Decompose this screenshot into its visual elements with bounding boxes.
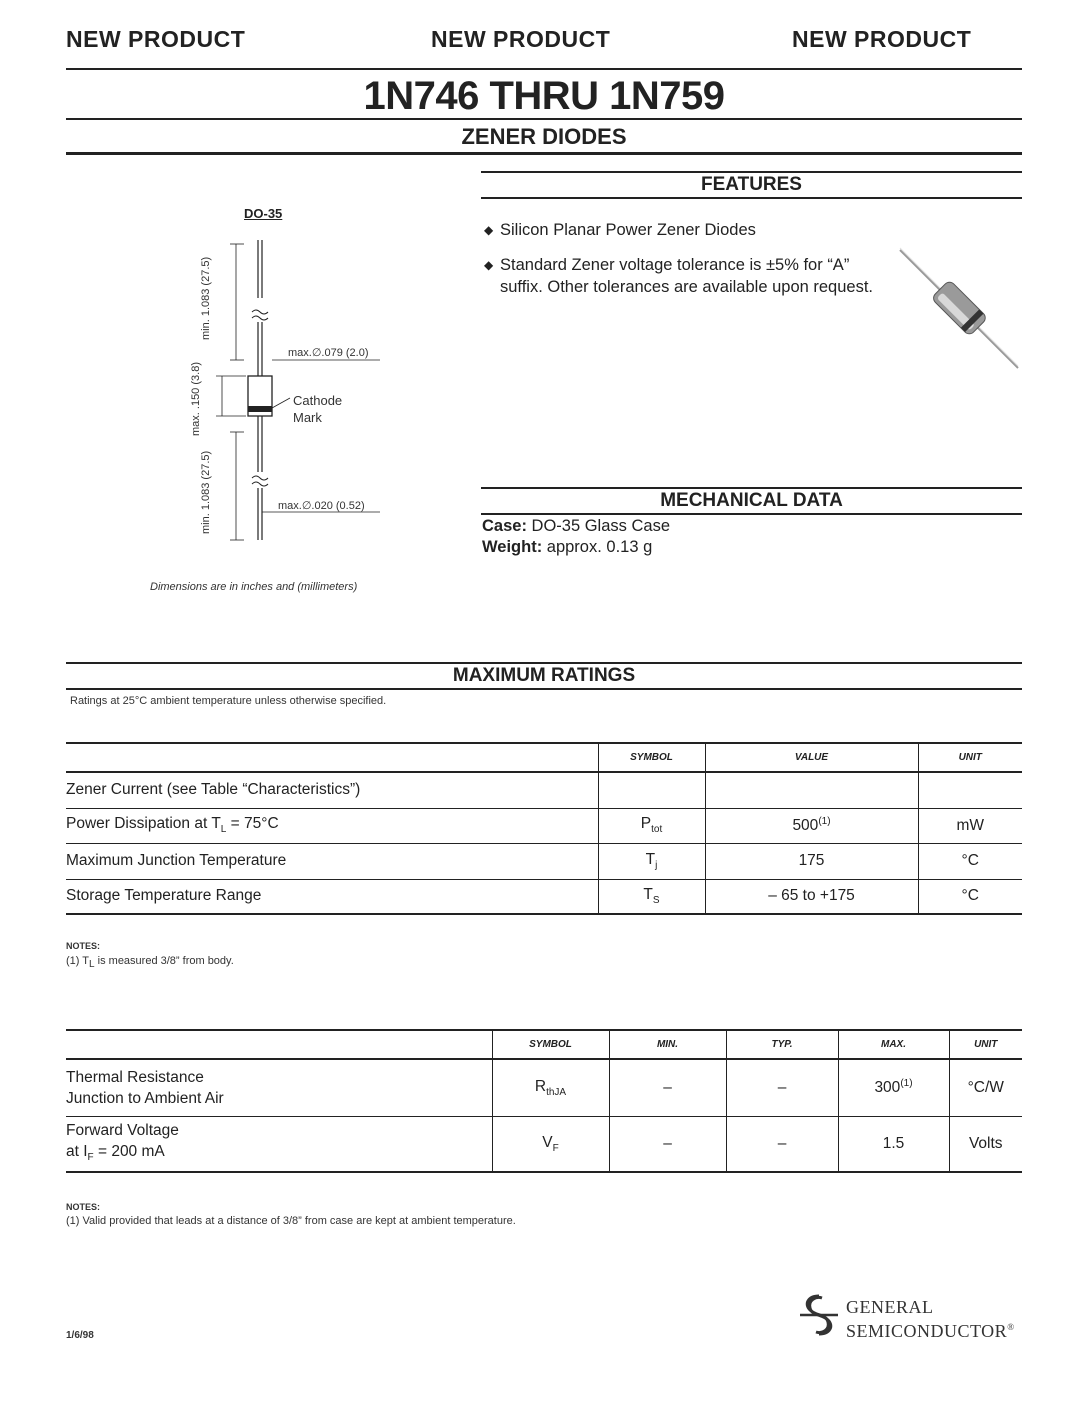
thermal-table <box>66 1029 1022 1173</box>
cathode-label: Cathode <box>293 393 343 408</box>
table-header: MIN. <box>609 1030 726 1059</box>
diamond-bullet-icon: ◆ <box>484 258 494 272</box>
param-cell: Power Dissipation at $T_L = 75^\circ C$ <box>66 808 598 843</box>
diamond-bullet-icon: ◆ <box>484 223 494 237</box>
unit-cell: °C/W <box>949 1059 1022 1116</box>
banner-center: NEW PRODUCT <box>431 26 611 52</box>
table-row <box>66 843 1022 879</box>
table-header: VALUE <box>705 743 918 772</box>
banner-left: NEW PRODUCT <box>66 26 246 52</box>
param-cell: Storage Temperature Range <box>66 879 598 914</box>
param-cell: Zener Current (see Table “Characteristics”) <box>66 772 598 808</box>
feature-item: ◆ Silicon Planar Power Zener Diodes <box>484 221 756 239</box>
date-code: 1/6/98 <box>66 1330 94 1341</box>
feature-item: ◆ Standard Zener voltage tolerance is ±5% for “A” suffix. Other tolerances are available upon request. <box>484 256 873 296</box>
mark-label: Mark <box>293 410 322 425</box>
diode-photo <box>890 240 1030 380</box>
features-heading: FEATURES <box>701 174 802 195</box>
dim-lead-diameter: max.∅.020 (0.52) <box>278 500 365 512</box>
unit-cell: °C <box>918 843 1022 879</box>
divider <box>66 688 1022 690</box>
company-logo-icon <box>796 1292 842 1338</box>
case-line: Case: DO-35 Glass Case <box>482 517 670 535</box>
dim-lead-bottom: min. 1.083 (27.5) <box>200 450 212 534</box>
symbol-cell: $V_F$ <box>492 1116 609 1172</box>
value-cell: 500$^{(1)}$ <box>705 808 918 843</box>
dim-body: max. .150 (3.8) <box>190 362 202 436</box>
max-cell: 300$^{(1)}$ <box>838 1059 949 1116</box>
table-header-row <box>66 1030 1022 1059</box>
dimensions-caption: Dimensions are in inches and (millimeters) <box>150 581 358 593</box>
min-cell: – <box>609 1116 726 1172</box>
min-cell: – <box>609 1059 726 1116</box>
symbol-cell: $R_{thJA}$ <box>492 1059 609 1116</box>
weight-line: Weight: approx. 0.13 g <box>482 538 653 556</box>
unit-cell <box>918 772 1022 808</box>
divider <box>66 662 1022 664</box>
table-header <box>66 1030 492 1059</box>
table-header: SYMBOL <box>492 1030 609 1059</box>
param-cell: Maximum Junction Temperature <box>66 843 598 879</box>
divider <box>481 487 1022 489</box>
divider <box>66 118 1022 120</box>
param-cell: Thermal Resistance Junction to Ambient Air <box>66 1059 492 1116</box>
table-row <box>66 808 1022 843</box>
divider <box>66 68 1022 70</box>
symbol-cell: $P_{tot}$ <box>598 808 705 843</box>
table-header: TYP. <box>726 1030 838 1059</box>
param-cell: Forward Voltage at $I_F = 200$ mA <box>66 1116 492 1172</box>
company-name-line2: SEMICONDUCTOR® <box>846 1321 1015 1341</box>
company-name-line1: GENERAL <box>846 1297 934 1317</box>
notes-heading: NOTES: <box>66 941 101 951</box>
page-title: 1N746 THRU 1N759 <box>363 74 725 118</box>
table-header: MAX. <box>838 1030 949 1059</box>
value-cell: 175 <box>705 843 918 879</box>
dim-lead-top: min. 1.083 (27.5) <box>200 256 212 340</box>
ratings-note: Ratings at 25°C ambient temperature unless otherwise specified. <box>70 695 387 707</box>
notes-text: (1) Valid provided that leads at a distance of 3/8” from case are kept at ambient temperature. <box>66 1215 516 1227</box>
unit-cell: °C <box>918 879 1022 914</box>
mechanical-heading: MECHANICAL DATA <box>660 490 843 511</box>
table-row <box>66 1116 1022 1172</box>
table-row <box>66 1059 1022 1116</box>
table-header-row <box>66 743 1022 772</box>
table-header <box>66 743 598 772</box>
banner-right: NEW PRODUCT <box>792 26 972 52</box>
table-row <box>66 879 1022 914</box>
max-ratings-heading: MAXIMUM RATINGS <box>452 665 636 686</box>
notes-text: (1) $T_L$ is measured 3/8” from body. <box>66 955 234 971</box>
divider <box>481 513 1022 515</box>
table-header: UNIT <box>918 743 1022 772</box>
page-subtitle: ZENER DIODES <box>461 124 627 149</box>
typ-cell: – <box>726 1059 838 1116</box>
typ-cell: – <box>726 1116 838 1172</box>
unit-cell: Volts <box>949 1116 1022 1172</box>
notes-heading: NOTES: <box>66 1202 101 1212</box>
max-cell: 1.5 <box>838 1116 949 1172</box>
divider <box>481 171 1022 173</box>
symbol-cell: $T_S$ <box>598 879 705 914</box>
symbol-cell <box>598 772 705 808</box>
symbol-cell: $T_j$ <box>598 843 705 879</box>
package-name: DO-35 <box>244 206 283 221</box>
table-header: SYMBOL <box>598 743 705 772</box>
divider <box>481 197 1022 199</box>
value-cell: – 65 to +175 <box>705 879 918 914</box>
divider <box>66 152 1022 155</box>
unit-cell: mW <box>918 808 1022 843</box>
value-cell <box>705 772 918 808</box>
table-row <box>66 772 1022 808</box>
max-ratings-table <box>66 742 1022 915</box>
dim-body-diameter: max.∅.079 (2.0) <box>288 347 369 359</box>
table-header: UNIT <box>949 1030 1022 1059</box>
